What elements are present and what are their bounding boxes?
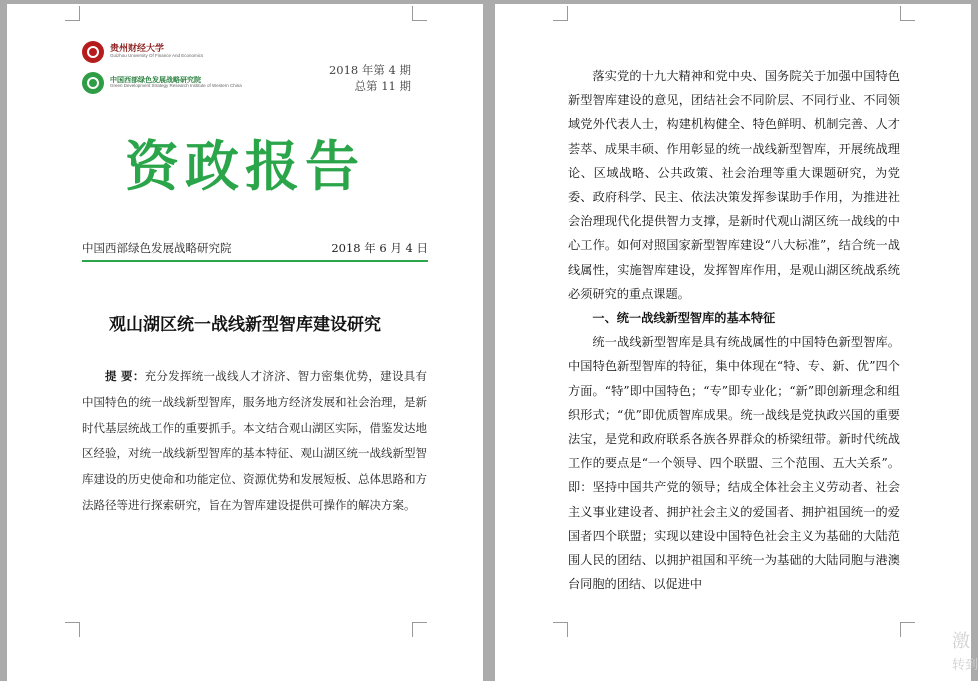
abstract-text: 充分发挥统一战线人才济济、智力密集优势，建设具有中国特色的统一战线新型智库，服务地方经济发展和社会治理，是新时代基层统战工作的重要抓手。本文结合观山湖区实际，借鉴发达地区经验，对统一战线新型智库的基本特征、观山湖区统一战线新型智库建设的历史使命和功能定位、资源优势和发展短板、总体思路和方法路径等进行探索研究，旨在为智库建设提供可操作的解决方案。 <box>82 369 427 512</box>
page-corner-mark <box>412 622 427 637</box>
university-name-en: Guizhou University Of Finance And Economics <box>110 53 204 59</box>
watermark <box>952 630 978 678</box>
issue-number <box>329 62 411 94</box>
institute-label: 中国西部绿色发展战略研究院 <box>82 241 232 255</box>
document-page-right <box>495 4 971 681</box>
issue-line: 2018 年第 4 期 <box>328 63 411 77</box>
watermark-line: 转到 <box>952 658 978 673</box>
abstract <box>82 364 427 519</box>
report-date: 2018 年 6 月 4 日 <box>331 241 428 255</box>
watermark-line: 激 <box>952 631 970 652</box>
report-title: 观山湖区统一战线新型智库建设研究 <box>109 315 381 335</box>
university-seal-icon <box>82 41 104 63</box>
section-heading: 一、统一战线新型智库的基本特征 <box>592 311 776 326</box>
paragraph: 落实党的十九大精神和党中央、国务院关于加强中国特色新型智库建设的意见，团结社会不同阶层、不同行业、不同领域党外代表人士，构建机构健全、特色鲜明、机制完善、人才荟萃、成果丰硕、作用彰显的统一战线新型智库，开展统战理论、区域战略、公共政策、社会治理等重大课题研究，为党委、政府科学、民主、依法决策发挥参谋助手作用，为推进社会治理现代化提供智力支撑，是新时代观山湖区统一战线的中心工作。如何对照国家新型智库建设“八大标准”，结合统一战线属性，实施智库建设，发挥智库作用，是观山湖区统战系统必须研究的重点课题。 <box>568 69 900 301</box>
page-corner-mark <box>553 622 568 637</box>
university-name: 贵州财经大学 <box>110 43 165 54</box>
masthead-divider <box>82 260 428 262</box>
body-text <box>568 64 900 596</box>
page-corner-mark <box>900 6 915 21</box>
abstract-label: 提 要： <box>105 369 145 383</box>
issue-total-line: 总第 11 期 <box>354 79 411 93</box>
paragraph: 统一战线新型智库是具有统战属性的中国特色新型智库。中国特色新型智库的特征，集中体现在“特、专、新、优”四个方面。“特”即中国特色；“专”即专业化；“新”即创新理念和组织形式；“优”即优质智库成果。统一战线是党执政兴国的重要法宝，是党和政府联系各族各界群众的桥梁纽带。新时代统战工作的要点是“一个领导、四个联盟、三个范围、五大关系”。即：坚持中国共产党的领导；结成全体社会主义劳动者、社会主义事业建设者、拥护社会主义的爱国者、拥护祖国统一的爱国者四个联盟；实现以建设中国特色社会主义为基础的大陆范围人民的团结、以拥护祖国和平统一为基础的大陆同胞与港澳台同胞的团结、以促进中 <box>568 335 900 592</box>
page-corner-mark <box>900 622 915 637</box>
page-corner-mark <box>65 6 80 21</box>
university-logo <box>82 41 203 63</box>
document-page-left <box>7 4 483 681</box>
institute-seal-icon <box>82 72 104 94</box>
institute-name: 中国西部绿色发展战略研究院 <box>110 75 201 84</box>
page-corner-mark <box>65 622 80 637</box>
page-corner-mark <box>553 6 568 21</box>
masthead-info <box>82 240 428 256</box>
institute-logo <box>82 72 242 94</box>
page-corner-mark <box>412 6 427 21</box>
report-masthead: 资政报告 <box>125 135 365 198</box>
institute-name-en: Green Development Strategy Research Institute of Western China <box>110 83 242 89</box>
